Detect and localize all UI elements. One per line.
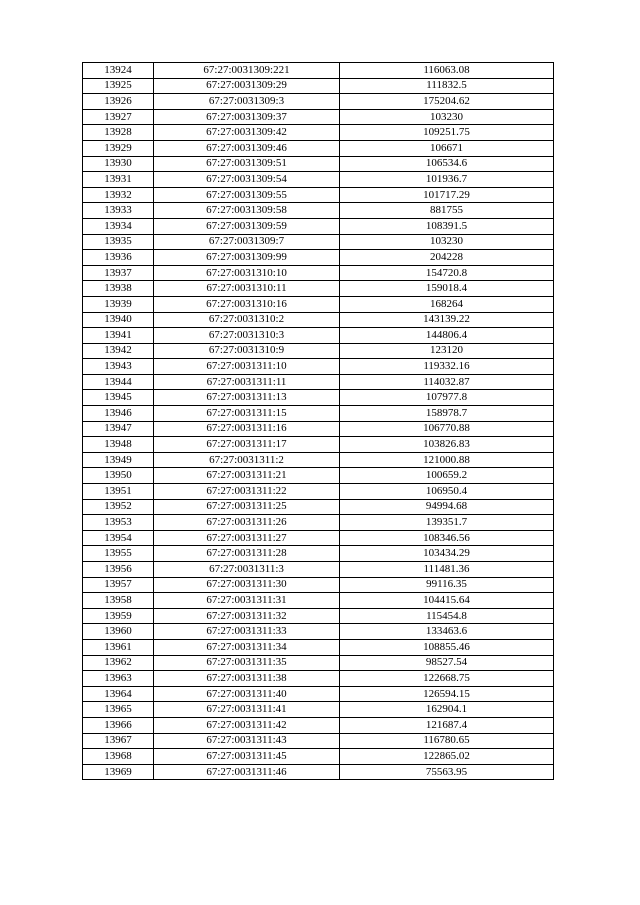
row-number-cell: 13940	[83, 312, 154, 328]
row-number-cell: 13939	[83, 296, 154, 312]
cadastral-number-cell: 67:27:0031311:10	[154, 359, 340, 375]
row-number-cell: 13960	[83, 624, 154, 640]
cadastral-number-cell: 67:27:0031309:3	[154, 94, 340, 110]
cadastral-number-cell: 67:27:0031311:16	[154, 421, 340, 437]
cadastral-number-cell: 67:27:0031311:30	[154, 577, 340, 593]
table-row	[83, 577, 554, 593]
row-number-cell: 13937	[83, 265, 154, 281]
row-number-cell: 13942	[83, 343, 154, 359]
data-table	[82, 62, 554, 780]
cadastral-number-cell: 67:27:0031311:28	[154, 546, 340, 562]
table-row	[83, 312, 554, 328]
cadastral-number-cell: 67:27:0031309:46	[154, 140, 340, 156]
value-cell: 99116.35	[340, 577, 554, 593]
value-cell: 116063.08	[340, 63, 554, 79]
table-row	[83, 109, 554, 125]
table-row	[83, 78, 554, 94]
value-cell: 204228	[340, 250, 554, 266]
cadastral-number-cell: 67:27:0031310:10	[154, 265, 340, 281]
cadastral-number-cell: 67:27:0031311:46	[154, 764, 340, 780]
value-cell: 106770.88	[340, 421, 554, 437]
table-row	[83, 265, 554, 281]
row-number-cell: 13933	[83, 203, 154, 219]
row-number-cell: 13954	[83, 530, 154, 546]
table-row	[83, 671, 554, 687]
cadastral-number-cell: 67:27:0031310:16	[154, 296, 340, 312]
table-row	[83, 764, 554, 780]
row-number-cell: 13965	[83, 702, 154, 718]
table-row	[83, 546, 554, 562]
table-row	[83, 94, 554, 110]
cadastral-number-cell: 67:27:0031309:221	[154, 63, 340, 79]
table-row	[83, 608, 554, 624]
table-row	[83, 390, 554, 406]
row-number-cell: 13955	[83, 546, 154, 562]
row-number-cell: 13938	[83, 281, 154, 297]
row-number-cell: 13957	[83, 577, 154, 593]
table-row	[83, 250, 554, 266]
cadastral-number-cell: 67:27:0031311:35	[154, 655, 340, 671]
table-row	[83, 624, 554, 640]
row-number-cell: 13926	[83, 94, 154, 110]
cadastral-number-cell: 67:27:0031310:11	[154, 281, 340, 297]
value-cell: 116780.65	[340, 733, 554, 749]
cadastral-number-cell: 67:27:0031311:22	[154, 484, 340, 500]
table-row	[83, 125, 554, 141]
value-cell: 106671	[340, 140, 554, 156]
row-number-cell: 13930	[83, 156, 154, 172]
value-cell: 158978.7	[340, 406, 554, 422]
row-number-cell: 13925	[83, 78, 154, 94]
value-cell: 101717.29	[340, 187, 554, 203]
cadastral-number-cell: 67:27:0031311:33	[154, 624, 340, 640]
row-number-cell: 13968	[83, 749, 154, 765]
row-number-cell: 13941	[83, 328, 154, 344]
table-row	[83, 328, 554, 344]
table-row	[83, 530, 554, 546]
table-row	[83, 296, 554, 312]
cadastral-number-cell: 67:27:0031311:17	[154, 437, 340, 453]
row-number-cell: 13952	[83, 499, 154, 515]
cadastral-number-cell: 67:27:0031311:15	[154, 406, 340, 422]
table-row	[83, 234, 554, 250]
cadastral-number-cell: 67:27:0031309:7	[154, 234, 340, 250]
table-row	[83, 562, 554, 578]
row-number-cell: 13949	[83, 452, 154, 468]
cadastral-number-cell: 67:27:0031309:99	[154, 250, 340, 266]
cadastral-number-cell: 67:27:0031311:32	[154, 608, 340, 624]
cadastral-number-cell: 67:27:0031311:31	[154, 593, 340, 609]
row-number-cell: 13969	[83, 764, 154, 780]
table-row	[83, 63, 554, 79]
value-cell: 121687.4	[340, 717, 554, 733]
row-number-cell: 13936	[83, 250, 154, 266]
cadastral-number-cell: 67:27:0031311:21	[154, 468, 340, 484]
row-number-cell: 13951	[83, 484, 154, 500]
row-number-cell: 13958	[83, 593, 154, 609]
row-number-cell: 13962	[83, 655, 154, 671]
table-row	[83, 593, 554, 609]
cadastral-number-cell: 67:27:0031309:55	[154, 187, 340, 203]
value-cell: 143139.22	[340, 312, 554, 328]
value-cell: 107977.8	[340, 390, 554, 406]
table-row	[83, 702, 554, 718]
cadastral-number-cell: 67:27:0031310:3	[154, 328, 340, 344]
value-cell: 122668.75	[340, 671, 554, 687]
value-cell: 75563.95	[340, 764, 554, 780]
table-row	[83, 281, 554, 297]
value-cell: 103434.29	[340, 546, 554, 562]
cadastral-number-cell: 67:27:0031311:40	[154, 686, 340, 702]
cadastral-number-cell: 67:27:0031309:58	[154, 203, 340, 219]
cadastral-number-cell: 67:27:0031311:25	[154, 499, 340, 515]
value-cell: 139351.7	[340, 515, 554, 531]
value-cell: 123120	[340, 343, 554, 359]
row-number-cell: 13953	[83, 515, 154, 531]
row-number-cell: 13964	[83, 686, 154, 702]
table-row	[83, 156, 554, 172]
cadastral-number-cell: 67:27:0031311:11	[154, 374, 340, 390]
row-number-cell: 13927	[83, 109, 154, 125]
value-cell: 103826.83	[340, 437, 554, 453]
row-number-cell: 13950	[83, 468, 154, 484]
value-cell: 122865.02	[340, 749, 554, 765]
row-number-cell: 13963	[83, 671, 154, 687]
cadastral-number-cell: 67:27:0031309:37	[154, 109, 340, 125]
row-number-cell: 13924	[83, 63, 154, 79]
cadastral-number-cell: 67:27:0031309:42	[154, 125, 340, 141]
row-number-cell: 13961	[83, 639, 154, 655]
cadastral-number-cell: 67:27:0031309:59	[154, 218, 340, 234]
table-row	[83, 749, 554, 765]
value-cell: 98527.54	[340, 655, 554, 671]
value-cell: 111481.36	[340, 562, 554, 578]
value-cell: 144806.4	[340, 328, 554, 344]
table-row	[83, 437, 554, 453]
cadastral-number-cell: 67:27:0031311:43	[154, 733, 340, 749]
value-cell: 94994.68	[340, 499, 554, 515]
row-number-cell: 13944	[83, 374, 154, 390]
table-row	[83, 655, 554, 671]
value-cell: 154720.8	[340, 265, 554, 281]
cadastral-number-cell: 67:27:0031311:34	[154, 639, 340, 655]
row-number-cell: 13935	[83, 234, 154, 250]
value-cell: 114032.87	[340, 374, 554, 390]
value-cell: 109251.75	[340, 125, 554, 141]
table-row	[83, 374, 554, 390]
value-cell: 104415.64	[340, 593, 554, 609]
value-cell: 115454.8	[340, 608, 554, 624]
cadastral-number-cell: 67:27:0031311:42	[154, 717, 340, 733]
value-cell: 121000.88	[340, 452, 554, 468]
table-row	[83, 499, 554, 515]
table-row	[83, 359, 554, 375]
cadastral-number-cell: 67:27:0031311:2	[154, 452, 340, 468]
value-cell: 106534.6	[340, 156, 554, 172]
table-row	[83, 203, 554, 219]
value-cell: 881755	[340, 203, 554, 219]
table-row	[83, 172, 554, 188]
value-cell: 103230	[340, 109, 554, 125]
row-number-cell: 13943	[83, 359, 154, 375]
value-cell: 162904.1	[340, 702, 554, 718]
table-row	[83, 639, 554, 655]
row-number-cell: 13948	[83, 437, 154, 453]
value-cell: 106950.4	[340, 484, 554, 500]
value-cell: 103230	[340, 234, 554, 250]
cadastral-number-cell: 67:27:0031311:13	[154, 390, 340, 406]
value-cell: 175204.62	[340, 94, 554, 110]
value-cell: 126594.15	[340, 686, 554, 702]
row-number-cell: 13966	[83, 717, 154, 733]
cadastral-number-cell: 67:27:0031311:27	[154, 530, 340, 546]
row-number-cell: 13947	[83, 421, 154, 437]
table-row	[83, 421, 554, 437]
value-cell: 101936.7	[340, 172, 554, 188]
row-number-cell: 13929	[83, 140, 154, 156]
cadastral-number-cell: 67:27:0031311:41	[154, 702, 340, 718]
table-body	[83, 63, 554, 780]
table-row	[83, 218, 554, 234]
cadastral-number-cell: 67:27:0031310:2	[154, 312, 340, 328]
value-cell: 108346.56	[340, 530, 554, 546]
value-cell: 159018.4	[340, 281, 554, 297]
row-number-cell: 13967	[83, 733, 154, 749]
table-row	[83, 468, 554, 484]
cadastral-number-cell: 67:27:0031311:38	[154, 671, 340, 687]
table-row	[83, 484, 554, 500]
table-row	[83, 406, 554, 422]
table-row	[83, 187, 554, 203]
table-row	[83, 733, 554, 749]
table-row	[83, 515, 554, 531]
table-row	[83, 140, 554, 156]
row-number-cell: 13934	[83, 218, 154, 234]
row-number-cell: 13932	[83, 187, 154, 203]
value-cell: 108855.46	[340, 639, 554, 655]
cadastral-number-cell: 67:27:0031311:45	[154, 749, 340, 765]
cadastral-number-cell: 67:27:0031311:26	[154, 515, 340, 531]
cadastral-number-cell: 67:27:0031310:9	[154, 343, 340, 359]
cadastral-number-cell: 67:27:0031309:54	[154, 172, 340, 188]
row-number-cell: 13928	[83, 125, 154, 141]
row-number-cell: 13931	[83, 172, 154, 188]
row-number-cell: 13945	[83, 390, 154, 406]
value-cell: 111832.5	[340, 78, 554, 94]
row-number-cell: 13946	[83, 406, 154, 422]
value-cell: 119332.16	[340, 359, 554, 375]
row-number-cell: 13956	[83, 562, 154, 578]
cadastral-number-cell: 67:27:0031311:3	[154, 562, 340, 578]
value-cell: 108391.5	[340, 218, 554, 234]
row-number-cell: 13959	[83, 608, 154, 624]
table-row	[83, 686, 554, 702]
cadastral-number-cell: 67:27:0031309:29	[154, 78, 340, 94]
cadastral-number-cell: 67:27:0031309:51	[154, 156, 340, 172]
value-cell: 133463.6	[340, 624, 554, 640]
value-cell: 168264	[340, 296, 554, 312]
table-row	[83, 717, 554, 733]
table-row	[83, 343, 554, 359]
table-row	[83, 452, 554, 468]
value-cell: 100659.2	[340, 468, 554, 484]
